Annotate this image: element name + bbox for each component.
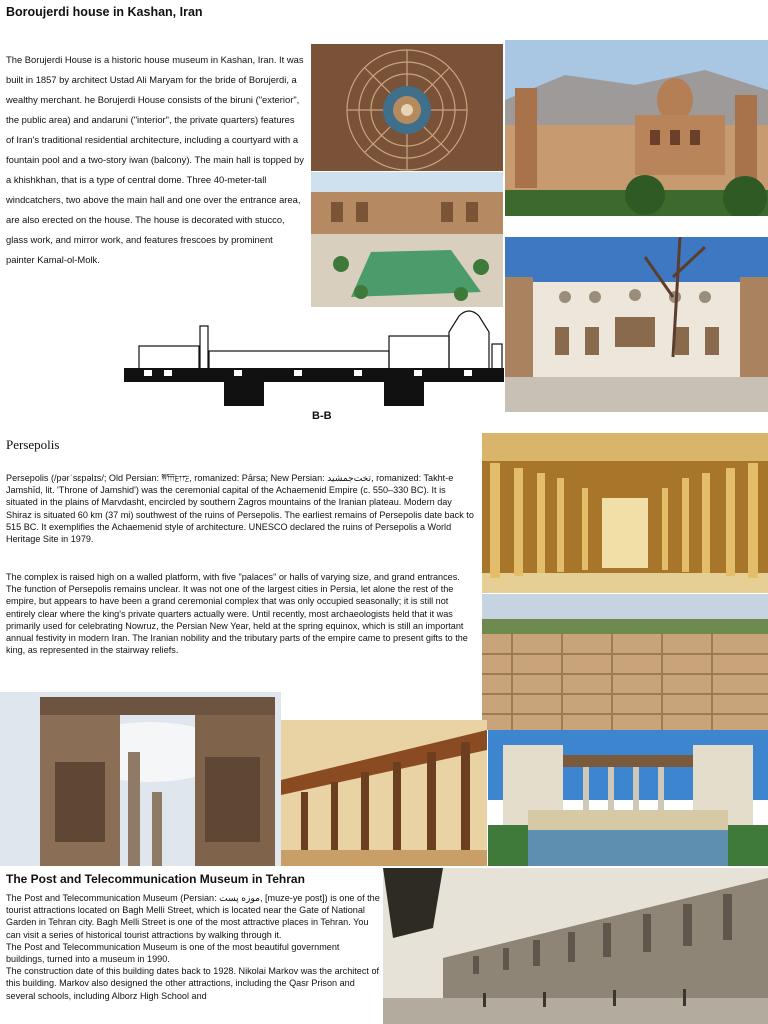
post-museum-paragraph-1: The Post and Telecommunication Museum (Persian: موزه پست, [muze-ye post]) is one of the tourist attractions located on Bagh Melli Street, which is located near the Gate of National Garden in Tehran city. Bagh Melli Street is one of the most attractive places in Tehran. You can visit a series of historical tourist attractions by walking through it.: [6, 893, 380, 940]
courtyard-photo: [311, 172, 503, 307]
borujerdi-description: The Borujerdi House is a historic house museum in Kashan, Iran. It was built in 1857 by architect Ustad Ali Maryam for the bride of Borujerdi, a wealthy merchant. he Borujerdi House consists of the biruni ("exterior", the public area) and andaruni ("interior", the private quarters) features of Iran's traditional residential architecture, including a courtyard with a fountain pool and a two-story iwan (balcony). The main hall is topped by a khishkhan, that is a type of central dome. Three 40-meter-tall windcatchers, two above the main hall and one over the entrance area, are also erected on the house. The house is decorated with stucco, glass work, and mirror work, and features frescoes by prominent painter Kamal-ol-Molk.: [6, 54, 304, 265]
post-museum-paragraph-3: The construction date of this building dates back to 1928. Nikolai Markov was the architect of this building. Markov also designed the other attractions, including the Qasr Prison and several schools, including Alborz High School and: [6, 966, 380, 1001]
persepolis-description-2: The complex is raised high on a walled platform, with five "palaces" or halls of varying size, and grand entrances. The function of Persepolis remains unclear. It was not one of the largest cities in Persia, let alone the rest of the empire, but appears to have been a grand ceremonial complex that was only occupied seasonally; it is still not entirely clear where the king's private quarters actually were. Until recently, most archaeologists held that it was primarily used for celebrating Nowruz, the Persian New Year, held at the spring equinox, which is still an important annual festivity in modern Iran. The Iranian nobility and the tributary parts of the empire came to present gifts to the king, as represented in the stairway reliefs.: [6, 572, 468, 656]
post-museum-historic-photo: [383, 868, 768, 1024]
post-museum-paragraph-2: The Post and Telecommunication Museum is one of the most beautiful government buildings, turned into a museum in 1990.: [6, 941, 340, 965]
golden-hall-reconstruction: [482, 433, 768, 593]
apadana-rendering: [281, 720, 487, 866]
section-drawing: [124, 306, 504, 410]
section-title-borujerdi: Boroujerdi house in Kashan, Iran: [6, 5, 203, 19]
section-title-post-museum: The Post and Telecommunication Museum in Tehran: [6, 872, 305, 886]
section-title-persepolis: Persepolis: [6, 437, 60, 452]
persepolis-description-1: Persepolis (/pərˈsɛpəlɪs/; Old Persian: 𐎱𐎠𐎼𐎿, romanized: Pārsa; New Persian: تخت‌جمشید, romanized: Takht-e Jamshīd, lit. 'Throne of Jamshid') was the ceremonial capital of the Achaemenid Empire (c. 550–330 BC). It is situated in the plains of Marvdasht, encircled by southern Zagros mountains of the Iranian plateau. Modern day Shiraz is situated 60 km (37 mi) southwest of the ruins of Persepolis. The earliest remains of Persepolis date back to 515 BC. It exemplifies the Achaemenid style of architecture. UNESCO declared the ruins of Persepolis a World Heritage Site in 1979.: [6, 473, 474, 545]
palace-reconstruction: [488, 730, 768, 866]
gate-of-all-nations-photo: [0, 692, 281, 866]
dome-ceiling-photo: [311, 44, 503, 171]
ruins-aerial-photo: [482, 594, 768, 730]
white-facade-photo: [505, 237, 768, 412]
section-label: B-B: [312, 410, 332, 422]
post-museum-description: [6, 892, 380, 1002]
windcatcher-exterior-photo: [505, 40, 768, 216]
